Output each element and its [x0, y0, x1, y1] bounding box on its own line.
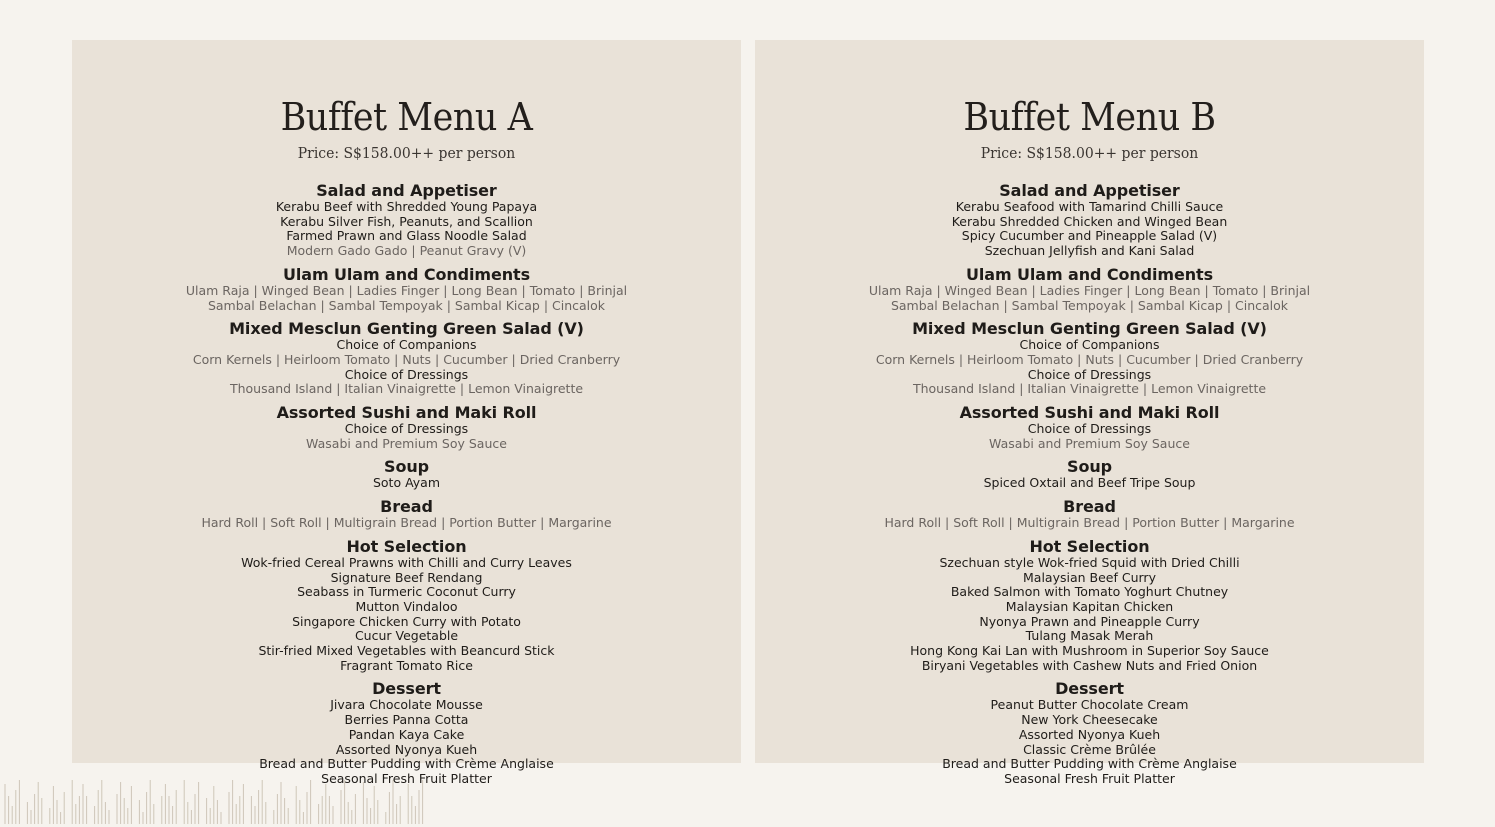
section-title: Soup — [1067, 457, 1112, 477]
menu-item: Jivara Chocolate Mousse — [330, 697, 483, 713]
menu-item: Seasonal Fresh Fruit Platter — [321, 770, 492, 786]
menu-item: Kerabu Shredded Chicken and Winged Bean — [951, 213, 1228, 229]
menu-item: Kerabu Beef with Shredded Young Papaya — [275, 199, 538, 214]
menu-item-options: Sambal Belachan | Sambal Tempoyak | Sambal Kicap | Cincalok — [890, 297, 1289, 313]
menu-sections — [72, 182, 741, 787]
menu-item: Berries Panna Cotta — [344, 712, 469, 728]
menu-item-options: Ulam Raja | Winged Bean | Ladies Finger | Long Bean | Tomato | Brinjal — [185, 282, 628, 298]
menu-item: Spiced Oxtail and Beef Tripe Soup — [983, 475, 1196, 491]
menu-item: Farmed Prawn and Glass Noodle Salad — [286, 228, 527, 244]
menu-title: Buffet Menu A — [280, 95, 533, 139]
menu-item: Seasonal Fresh Fruit Platter — [1004, 770, 1175, 786]
menu-item: New York Cheesecake — [1021, 712, 1158, 728]
menu-item: Kerabu Seafood with Tamarind Chilli Sauce — [955, 199, 1224, 214]
menu-item: Biryani Vegetables with Cashew Nuts and Fried Onion — [921, 657, 1258, 673]
menu-item: Tulang Masak Merah — [1025, 628, 1154, 644]
menu-title: Buffet Menu B — [963, 95, 1216, 139]
menu-section — [72, 320, 741, 397]
menu-item: Szechuan style Wok-fried Squid with Dried Chilli — [939, 554, 1240, 570]
menu-section — [755, 458, 1424, 491]
section-title: Hot Selection — [1029, 536, 1150, 556]
menu-item-options: Corn Kernels | Heirloom Tomato | Nuts | Cucumber | Dried Cranberry — [875, 351, 1304, 367]
section-title: Mixed Mesclun Genting Green Salad (V) — [229, 319, 584, 339]
menu-item: Szechuan Jellyfish and Kani Salad — [984, 243, 1195, 259]
menu-section — [755, 266, 1424, 313]
menu-item: Assorted Nyonya Kueh — [335, 741, 478, 757]
menu-item-options: Hard Roll | Soft Roll | Multigrain Bread | Portion Butter | Margarine — [884, 515, 1295, 531]
section-title: Ulam Ulam and Condiments — [966, 264, 1213, 284]
section-title: Dessert — [372, 679, 441, 699]
menu-item: Choice of Dressings — [1027, 421, 1152, 437]
menu-item: Signature Beef Rendang — [330, 569, 483, 585]
menu-item-options: Thousand Island | Italian Vinaigrette | Lemon Vinaigrette — [912, 381, 1267, 397]
menu-section — [72, 266, 741, 313]
menu-section — [755, 538, 1424, 674]
menu-item: Kerabu Silver Fish, Peanuts, and Scallion — [280, 213, 533, 229]
menu-item-options: Sambal Belachan | Sambal Tempoyak | Sambal Kicap | Cincalok — [207, 297, 606, 313]
menu-item-options: Modern Gado Gado | Peanut Gravy (V) — [286, 243, 527, 259]
menu-item: Stir-fried Mixed Vegetables with Beancurd Stick — [258, 643, 555, 659]
menu-item: Soto Ayam — [372, 475, 441, 491]
menu-item: Singapore Chicken Curry with Potato — [292, 613, 521, 629]
section-title: Bread — [1063, 497, 1116, 517]
menu-item: Hong Kong Kai Lan with Mushroom in Superior Soy Sauce — [910, 643, 1269, 659]
section-title: Salad and Appetiser — [999, 181, 1180, 200]
menu-item-options: Hard Roll | Soft Roll | Multigrain Bread | Portion Butter | Margarine — [201, 515, 612, 531]
menu-item: Assorted Nyonya Kueh — [1018, 726, 1161, 742]
menu-item: Fragrant Tomato Rice — [340, 657, 473, 673]
menu-item-options: Wasabi and Premium Soy Sauce — [306, 435, 507, 451]
menu-section — [72, 458, 741, 491]
menu-section — [755, 680, 1424, 786]
section-title: Mixed Mesclun Genting Green Salad (V) — [912, 319, 1267, 339]
menu-item: Malaysian Beef Curry — [1023, 569, 1156, 585]
section-title: Dessert — [1055, 679, 1124, 699]
menu-item: Nyonya Prawn and Pineapple Curry — [979, 613, 1200, 629]
section-title: Assorted Sushi and Maki Roll — [959, 403, 1220, 423]
menu-item: Bread and Butter Pudding with Crème Anglaise — [259, 756, 554, 772]
menu-item: Spicy Cucumber and Pineapple Salad (V) — [961, 228, 1218, 244]
menu-section — [72, 538, 741, 674]
section-title: Bread — [380, 497, 433, 517]
menu-section — [72, 404, 741, 451]
menu-item: Malaysian Kapitan Chicken — [1005, 598, 1174, 614]
menu-card-a — [72, 40, 741, 786]
menu-price: Price: S$158.00++ per person — [297, 144, 516, 162]
menu-section — [755, 498, 1424, 531]
section-title: Assorted Sushi and Maki Roll — [276, 403, 537, 423]
menu-item: Choice of Companions — [336, 337, 477, 353]
menu-item-options: Thousand Island | Italian Vinaigrette | Lemon Vinaigrette — [229, 381, 584, 397]
menu-section — [755, 182, 1424, 259]
menu-item-options: Ulam Raja | Winged Bean | Ladies Finger | Long Bean | Tomato | Brinjal — [868, 282, 1311, 298]
menu-card-b — [755, 40, 1424, 786]
menu-item: Choice of Dressings — [1027, 366, 1152, 382]
menu-item: Mutton Vindaloo — [355, 598, 458, 614]
menu-section — [72, 182, 741, 259]
menu-price: Price: S$158.00++ per person — [980, 144, 1199, 162]
section-title: Salad and Appetiser — [316, 181, 497, 200]
menu-item-options: Corn Kernels | Heirloom Tomato | Nuts | Cucumber | Dried Cranberry — [192, 351, 621, 367]
menu-item: Peanut Butter Chocolate Cream — [990, 697, 1189, 713]
menu-item: Choice of Dressings — [344, 366, 469, 382]
menu-item: Choice of Dressings — [344, 421, 469, 437]
menu-section — [72, 680, 741, 786]
menu-item: Pandan Kaya Cake — [348, 726, 465, 742]
menu-section — [755, 404, 1424, 451]
decorative-lines-pattern — [4, 776, 428, 824]
menu-section — [755, 320, 1424, 397]
menu-item: Classic Crème Brûlée — [1023, 741, 1156, 757]
menu-item: Seabass in Turmeric Coconut Curry — [297, 584, 516, 600]
menu-item: Bread and Butter Pudding with Crème Anglaise — [942, 756, 1237, 772]
menu-item: Cucur Vegetable — [354, 628, 459, 644]
section-title: Ulam Ulam and Condiments — [283, 264, 530, 284]
menu-item: Choice of Companions — [1019, 337, 1160, 353]
menu-section — [72, 498, 741, 531]
menu-item-options: Wasabi and Premium Soy Sauce — [989, 435, 1190, 451]
menu-item: Wok-fried Cereal Prawns with Chilli and Curry Leaves — [241, 554, 572, 570]
menu-sections — [755, 182, 1424, 787]
section-title: Soup — [384, 457, 429, 477]
section-title: Hot Selection — [346, 536, 467, 556]
menu-item: Baked Salmon with Tomato Yoghurt Chutney — [950, 584, 1229, 600]
